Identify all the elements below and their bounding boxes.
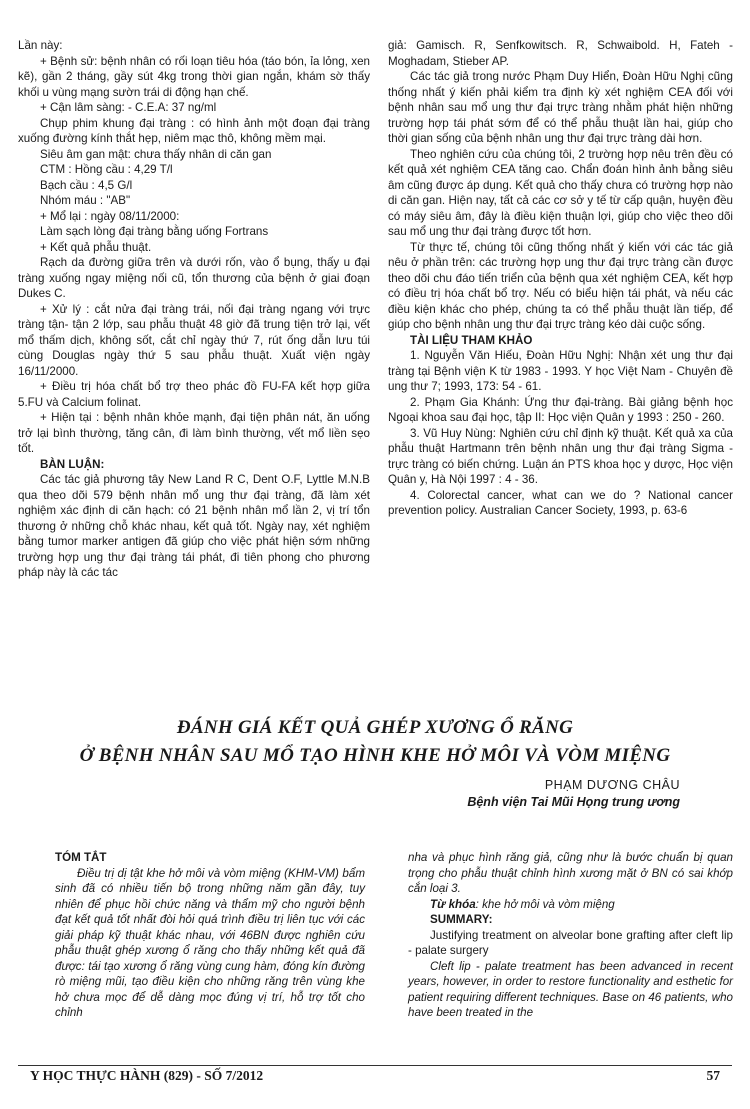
paragraph: giả: Gamisch. R, Senfkowitsch. R, Schwaibold. H, Fateh - Moghadam, Stieber AP.: [388, 39, 733, 68]
section-heading: BÀN LUẬN:: [40, 457, 105, 471]
paragraph: Các tác giả trong nước Phạm Duy Hiển, Đoàn Hữu Nghị cũng thống nhất ý kiến phải kiểm tra định kỳ xét nghiệm CEA đối với bệnh nhân sau mổ ung thư đại trực tràng nhằm phát hiện những trường hợp tái phát sớm để có thể phẫu thuật lần hai, giúp cho thời gian sống của bệnh nhân ung thư đại trực tràng dài hơn.: [388, 70, 733, 145]
summary-heading: SUMMARY:: [430, 913, 493, 926]
reference-item: 1. Nguyễn Văn Hiếu, Đoàn Hữu Nghị: Nhận xét ung thư đại tràng tại Bệnh viện K từ 1983 - 1993. Y học Việt Nam - Chuyên đề ung thư 7; 1993, 173: 54 - 61.: [388, 349, 733, 393]
reference-item: 4. Colorectal cancer, what can we do ? National cancer prevention policy. Australian Cancer Society, 1993, p. 63-6: [388, 488, 733, 517]
paragraph: Siêu âm gan mật: chưa thấy nhân di căn gan: [40, 147, 272, 161]
summary-title: Justifying treatment on alveolar bone grafting after cleft lip - palate surgery: [408, 928, 733, 957]
right-column: [388, 38, 733, 519]
paragraph: + Điều trị hóa chất bổ trợ theo phác đồ FU-FA kết hợp giữa 5.FU và Calcium folinat.: [18, 380, 370, 409]
keywords-text: : khe hở môi và vòm miệng: [475, 897, 615, 911]
keywords-line: [408, 897, 733, 913]
author-affiliation: Bệnh viện Tai Mũi Họng trung ương: [467, 795, 680, 809]
paragraph: + Cận lâm sàng: - C.E.A: 37 ng/ml: [40, 101, 217, 114]
reference-item: 3. Vũ Huy Nùng: Nghiên cứu chỉ định kỹ thuật. Kết quả xa của phẫu thuật Hartmann trên bệnh nhân ung thư đại tràng Sigma - trực tràng có biến chứng. Luận án PTS khoa học y dược, Học viện Quân y, Hà Nội 1997 : 4 - 36.: [388, 426, 733, 486]
page-number: 57: [706, 1068, 720, 1083]
paragraph: Theo nghiên cứu của chúng tôi, 2 trường hợp nêu trên đều có kết quả xét nghiệm CEA tăng cao. Chẩn đoán hình ảnh bằng siêu âm cũng được áp dụng. Kết quả cho thấy chưa có trường hợp nào di căn gan. Hiện nay, tất cả các cơ sở y tế từ cấp quận, huyện đều có máy siêu âm, đây là điều kiện thuận lợi, giúp cho việc theo dõi sau mổ ung thư đại tràng được tốt hơn.: [388, 147, 733, 238]
author-block: [467, 777, 680, 811]
summary-text: Cleft lip - palate treatment has been advanced in recent years, however, in order to restore functionality and esthetic for patient requiring different techniques. Base on 46 patients, who have been treated in the: [408, 959, 733, 1019]
journal-footer: Y HỌC THỰC HÀNH (829) - SỐ 7/2012: [30, 1068, 264, 1083]
paragraph: CTM : Hồng cầu : 4,29 T/l: [40, 163, 173, 176]
paragraph: Các tác giả phương tây New Land R C, Dent O.F, Lyttle M.N.B qua theo dõi 579 bệnh nhân mổ ung thư đại tràng, đã làm xét nghiệm xác định di căn hạch: có 21 bệnh nhân mổ lần 2, vị trí tổn thương ở những chỗ khác nhau, kết quả tốt. Ngày nay, xét nghiệm bằng tumor marker antigen đã giúp cho việc phát hiện sớm những trường hợp ung thư đại tràng tái phát, đi tiên phong cho phương pháp này là các tác: [18, 473, 370, 579]
keywords-label: Từ khóa: [430, 897, 476, 911]
paragraph: Chụp phim khung đại tràng : có hình ảnh một đoạn đại tràng xuống đường kính thắt hẹp, niêm mạc thô, không mềm mại.: [18, 116, 370, 145]
paragraph: Bạch cầu : 4,5 G/l: [40, 178, 133, 192]
paragraph: + Bệnh sử: bệnh nhân có rối loạn tiêu hóa (táo bón, ỉa lỏng, xen kẽ), gần 2 tháng, gầy sút 4kg trong thời gian ngắn, khám sờ thấy khối u vùng mạng sườn trái di động hạn chế.: [18, 54, 370, 99]
footer-divider: [18, 1065, 732, 1066]
abstract-text: Điều trị dị tật khe hở môi và vòm miệng (KHM-VM) bẩm sinh đã có nhiều tiến bộ trong những năm gần đây, tuy nhiên để phục hồi chức năng và thẩm mỹ cho người bệnh đạt kết quả tốt nhất đòi hỏi quá trình điều trị liên tục với các giải pháp kỹ thuật khác nhau, với 46BN được nghiên cứu phẫu thuật ghép xương ổ răng cho thấy những kết quả đã được: tái tạo xương ổ răng vùng cung hàm, đóng kín đường rò miệng mũi, tạo điều kiện cho những răng trên vùng khe hở chưa mọc để dễ dàng mọc đúng vị trí, hỗ trợ tốt cho chỉnh: [55, 866, 365, 1019]
abstract-continuation: nha và phục hình răng giả, cũng như là bước chuẩn bị quan trọng cho phẫu thuật chỉnh hình xương mặt ở BN có sai khớp cắn loại 3.: [408, 851, 733, 895]
title-line-2: Ở BỆNH NHÂN SAU MỔ TẠO HÌNH KHE HỞ MÔI VÀ VÒM MIỆNG: [79, 745, 671, 766]
reference-item: 2. Phạm Gia Khánh: Ứng thư đại-tràng. Bài giảng bệnh học Ngoại khoa sau đại học, tập II: Học viện Quân y 1993 : 250 - 260.: [388, 395, 733, 424]
author-name: PHẠM DƯƠNG CHÂU: [544, 778, 680, 792]
paragraph: Lần này:: [18, 39, 63, 52]
abstract-right: [408, 850, 733, 1021]
article-title: [0, 714, 750, 770]
paragraph: Từ thực tế, chúng tôi cũng thống nhất ý kiến với các tác giả nêu ở phần trên: các trường hợp ung thư đại trực tràng cần được theo dõi chu đáo tiến triển của bệnh qua xét nghiệm CEA, kết hợp có điều trị hóa chất bổ trợ. Nếu có biểu hiện tái phát, và nếu các điều kiện khác cho phép, chúng ta có thể phẫu thuật lần tiếp, để giúp cho bệnh nhân ung thư đại trực tràng kéo dài cuộc sống.: [388, 240, 733, 331]
paragraph: + Hiện tại : bệnh nhân khỏe mạnh, đại tiện phân nát, ăn uống trở lại bình thường, tăng cân, đi làm bình thường, vết mổ liền sẹo tốt.: [18, 411, 370, 455]
paragraph: + Xử lý : cắt nửa đại tràng trái, nối đại tràng ngang với trực tràng tận- tận 2 lớp, sau phẫu thuật 48 giờ đã trung tiện trở lại, vết mổ thấm dịch, không sốt, cắt chỉ ngày thứ 7, rút ống dẫn lưu túi cùng Douglas ngày thứ 5 sau phẫu thuật. Xuất viện ngày 16/11/2000.: [18, 302, 370, 378]
paragraph: Rạch da đường giữa trên và dưới rốn, vào ổ bụng, thấy u đại tràng xuống ngay miệng nối cũ, tổn thương của bệnh ở giai đoạn Dukes C.: [18, 256, 370, 300]
title-line-1: ĐÁNH GIÁ KẾT QUẢ GHÉP XƯƠNG Ổ RĂNG: [176, 717, 574, 738]
abstract-left: [55, 850, 365, 1021]
paragraph: Làm sạch lòng đại tràng bằng uống Fortrans: [40, 225, 269, 238]
paragraph: + Kết quả phẫu thuật.: [40, 240, 152, 254]
abstract-heading: TÓM TẮT: [55, 851, 107, 864]
references-heading: TÀI LIỆU THAM KHẢO: [410, 333, 533, 347]
left-column: [18, 38, 370, 581]
paragraph: Nhóm máu : "AB": [40, 194, 131, 207]
paragraph: + Mổ lại : ngày 08/11/2000:: [40, 209, 180, 223]
